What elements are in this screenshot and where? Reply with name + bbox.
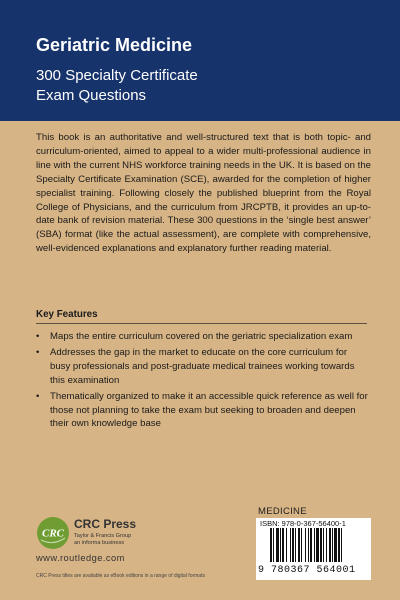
barcode-stripe: [310, 528, 312, 562]
key-feature-text: Maps the entire curriculum covered on the geriatric specialization exam: [50, 331, 353, 342]
ebook-footnote: CRC Press titles are available as eBook editions in a range of digital formats: [36, 573, 205, 579]
barcode-stripe: [276, 528, 279, 562]
barcode-stripe: [298, 528, 300, 562]
barcode-stripe: [273, 528, 274, 562]
publisher-business: an informa business: [74, 540, 125, 546]
key-features-list: [36, 330, 368, 433]
barcode-icon: [270, 528, 366, 562]
barcode-stripe: [332, 528, 333, 562]
barcode-stripe: [282, 528, 284, 562]
barcode-stripe: [338, 528, 340, 562]
divider: [36, 323, 367, 324]
barcode-number: 9 780367 564001: [258, 565, 356, 576]
barcode-stripe: [341, 528, 342, 562]
barcode-stripe: [280, 528, 281, 562]
barcode-stripe: [308, 528, 309, 562]
list-item: [36, 330, 368, 344]
book-subtitle: 300 Specialty Certificate Exam Questions: [36, 67, 198, 104]
barcode-stripe: [292, 528, 294, 562]
key-features-heading: Key Features: [36, 309, 98, 320]
barcode-stripe: [301, 528, 302, 562]
list-item: [36, 390, 368, 432]
barcode-stripe: [329, 528, 331, 562]
publisher-block: [74, 518, 136, 547]
bullet-icon: •: [36, 390, 40, 402]
description-paragraph: This book is an authoritative and well-structured text that is both topic- and curriculum-oriented, aimed to appeal to a wider multi-professional audience in line with the current NHS workforce training needs in the UK. It is based on the Specialty Certificate Examination (SCE), awarded for the completion of higher specialist training. Following closely the published blueprint from the Royal College of Physicians, and the curriculum from JRCPTB, it provides an up-to-date bank of revision material. These 300 questions in the ‘single best answer’ (SBA) format (like the actual assessment), are complete with comprehensive, well-evidenced explanations and explanatory further reading material.: [36, 132, 371, 255]
key-feature-text: Thematically organized to make it an accessible quick reference as well for those not planning to take the exam but seeking to broaden and deepen their own knowledge base: [50, 390, 368, 430]
barcode-stripe: [295, 528, 296, 562]
logo-text: CRC: [41, 527, 65, 540]
crc-press-logo: [36, 516, 70, 550]
barcode-stripe: [286, 528, 287, 562]
list-item: [36, 346, 368, 388]
header-band: [0, 0, 400, 121]
website-url: www.routledge.com: [36, 553, 125, 563]
barcode-stripe: [305, 528, 306, 562]
barcode-stripe: [316, 528, 319, 562]
publisher-group: Taylor & Francis Group: [74, 533, 132, 539]
book-title: Geriatric Medicine: [36, 35, 193, 55]
barcode-stripe: [314, 528, 315, 562]
subject-label: MEDICINE: [258, 506, 307, 517]
barcode-stripe: [323, 528, 324, 562]
isbn-text: ISBN: 978-0-367-56400-1: [260, 519, 346, 528]
key-feature-text: Addresses the gap in the market to educate on the core curriculum for busy professionals and post-graduate medical trainees working towards this examination: [50, 346, 355, 386]
bullet-icon: •: [36, 331, 40, 342]
barcode-stripe: [326, 528, 327, 562]
barcode-stripe: [290, 528, 291, 562]
barcode-stripe: [270, 528, 272, 562]
bullet-icon: •: [36, 346, 40, 358]
publisher-name: CRC Press: [74, 517, 137, 531]
barcode-stripe: [320, 528, 322, 562]
barcode-stripe: [334, 528, 337, 562]
